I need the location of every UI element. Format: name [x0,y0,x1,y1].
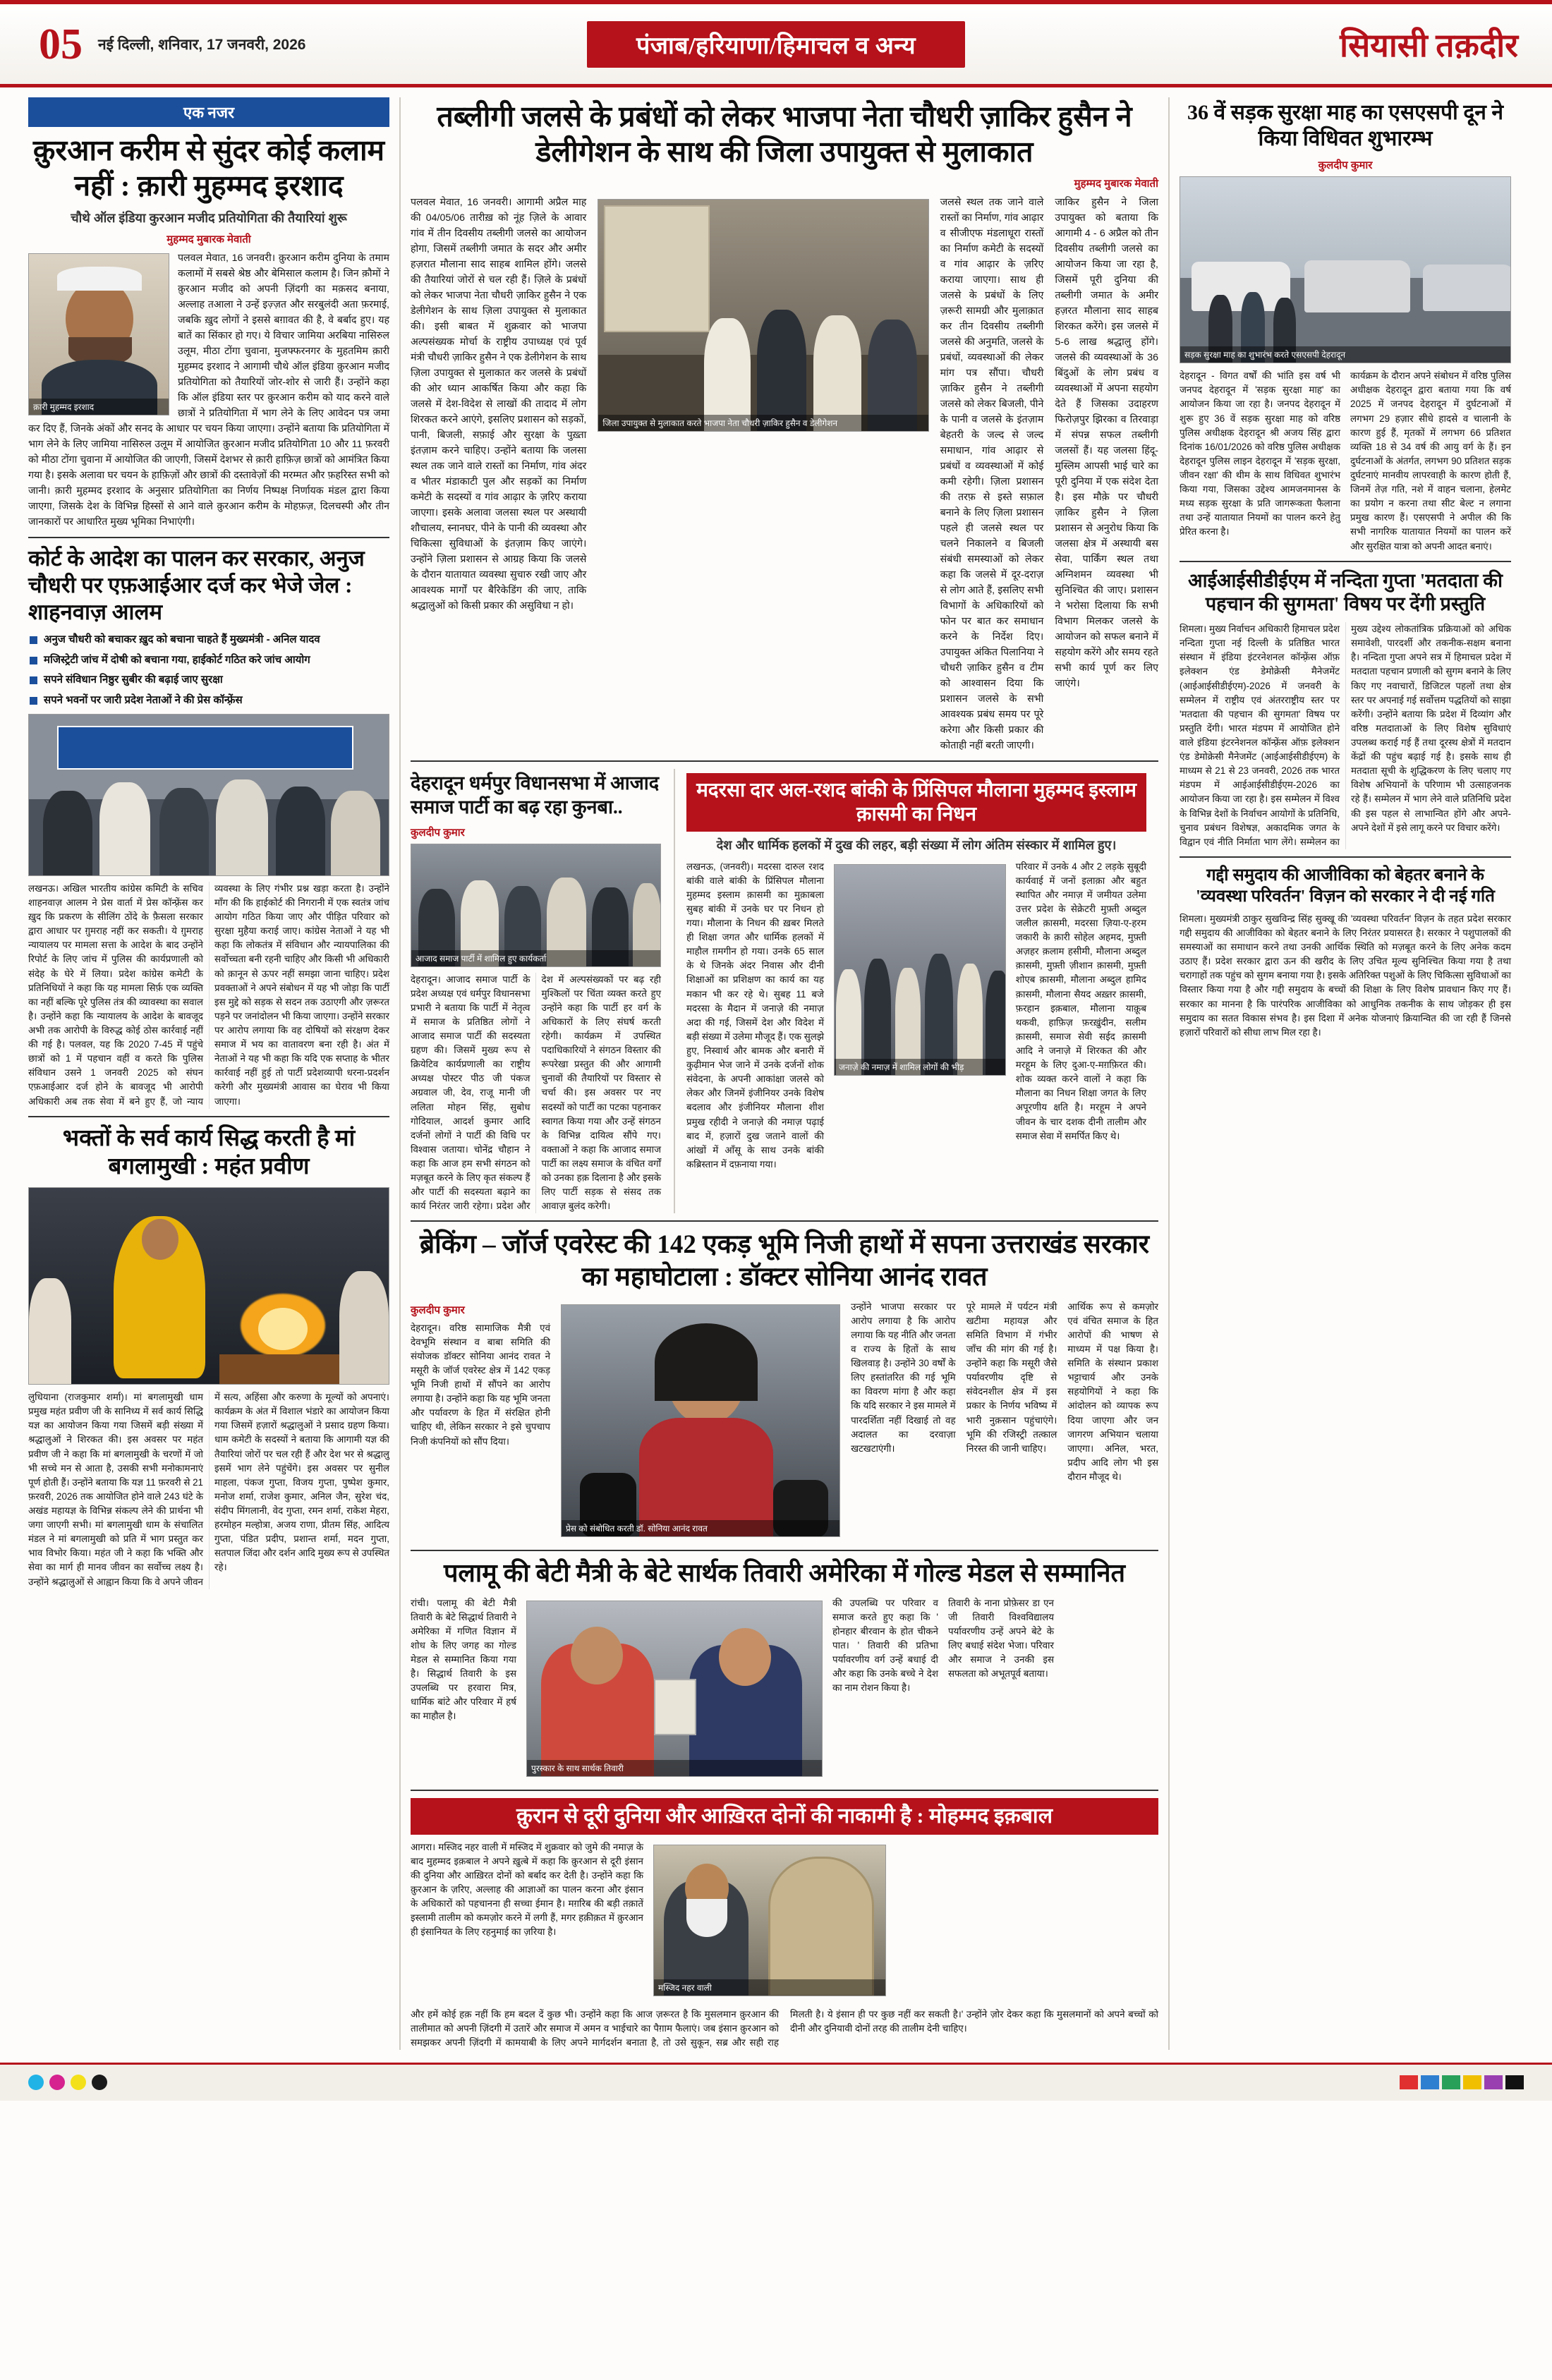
article-body-part1: देहरादून - विगत वर्षों की भांति इस वर्ष भी जनपद देहरादून में 'सड़क सुरक्षा माह' का आयोजन किया जा रहा है। जनपद देहरादून में शुरू हुए 36 वें सड़क सुरक्षा माह को वरिष्ठ पुलिस अधीक्षक देहरादून श्री अजय सिंह द्वारा दिनांक 16/01/2026 को वरिष्ठ पुलिस अधीक्षक देहरादून पुलिस लाइन देहरादून में 'सड़क सुरक्षा, जीवन रक्षा' की थीम के साथ विधिवत शुभारंभ किया गया, जिसका उद्देश्य आमजनमानस के मध्य सड़क सुरक्षा के प्रति जागरूकता फैलाना तथा उन्हें यातायात नियमों का पालन करने हेतु प्रेरित करना है। [1180,370,1340,538]
byline: कुलदीप कुमार [1318,159,1373,172]
photo-shawl [639,1418,773,1537]
article-body-part2: जलसे स्थल तक जाने वाले रास्तों का निर्माण, गांव आढ़ार व सीजीएफ मंडलाधूरा रास्तों का निर्माण कमेटी के सदस्यों व गांव आढ़ार के ज़रिए कराया जाएगा। साथ ही जलसे के प्रबंधों के लिए ज़रूरी सामग्री और मुलाक़ात कर तीन दिवसीय तब्लीगी जलसे की अनुमति, जलसे के प्रबंधों, व्यवस्थाओं की लेकर मांग पत्र सौंपा। चौधरी ज़ाकिर हुसैन ने तब्लीगी जलसे को लेकर बिजली, पीने के पानी व जलसे के इंतज़ाम बेहतरी के जल्द से जल्द समाधान, गांव आढ़ार से प्रबंधों व व्यवस्थाओं में कोई कमी रहेगी। ज़िला प्रशासन की तरफ़ से इस्ते सफ़ाल बनाने के लिए ज़िला प्रशासन पहले ही जलसे स्थल पर चलने निकालने व बिजली संबंधी समस्याओं को लेकर कहा कि जलसे में दूर-दराज़ से लोग आते हैं, इसलिए सभी विभागों के अधिकारियों को फोन पर बात कर समाधान करने के निर्देश दिए। उपायुक्त अंकित पिलानिया ने चौधरी ज़ाकिर हुसैन व टीम को आश्वासन दिया कि प्रशासन जलसे के सभी आवश्यक प्रबंध समय पर पूरे करेगा और किसी प्रकार की कोताही नहीं बरती जाएगी। [940,197,1044,752]
article-madrasa-principal [674,769,1146,1213]
cmyk-yellow [71,2075,86,2090]
masthead-right [1185,4,1552,84]
column-left [18,97,399,2050]
photo-cap [57,267,142,291]
photo-caption: जिला उपायुक्त से मुलाकात करते भाजपा नेता चौधरी ज़ाकिर हुसैन व डेलीगेशन [598,415,928,431]
article-body-part2: परिवार में उनके 4 और 2 लड़के सुबूदी कार्यवाई में जनों इलाक़ा और बहुत स्थापित और नमाज़ में जमीयत उलेमा उत्तर प्रदेश के सेक्रेटरी मुफ़्ती अब्दुल जलील क़ासमी, मदरसा ज़िया-ए-हरम जकारी के क़ारी सोहेल अहमद, मुफ़्ती अज़हर क़लाम हसीमी, मौलाना अब्दुल क़ासमी, मुफ़्ती ज़ीशान क़ासमी, मुफ़्ती शोएब क़ासमी, मौलाना अब्दुल हामिद क़ासमी, मौलाना सैयद अख़्तर क़ासमी, फ़रहान इक़बाल, मौलाना याक़ूब थकवी, हाफ़िज़ फ़रख़ुंदीन, सलीम क़ासमी, समाज सेवी सईद क़ासमी आदि ने जनाज़े में शिरकत की और मरहूम के लिए दुआ-ए-मग़फ़िरत की। शोक व्यक्त करने वालों ने कहा कि मौलाना का निधन शिक्षा जगत के लिए अपूरणीय क्षति है। मरहूम ने अपने जीवन के चार दशक दीनी तालीम और समाज सेवा में समर्पित किए थे। [1015,861,1146,1141]
bullet-list [28,632,389,708]
photo-devotee [29,1278,71,1384]
photo-caption: सड़क सुरक्षा माह का शुभारंभ करते एसएसपी देहरादून [1180,346,1510,363]
divider [411,1550,1158,1551]
divider [411,760,1158,762]
article-palamu-gold-medal [411,1558,1158,1783]
photo-caption: पुरस्कार के साथ सार्थक तिवारी [527,1760,822,1776]
photo-person [99,782,150,875]
byline: मुहम्मद मुबारक मेवाती [166,233,251,246]
photo-dc-meeting [598,199,928,432]
reg-bar [1421,2075,1439,2089]
kicker-ek-nazar: एक नजर [28,97,389,127]
article-body-part1: आगरा। मस्जिद नहर वाली में मस्जिद में शुक्रवार को जुमे की नमाज़ के बाद मुहम्मद इक़बाल ने अपने ख़ुत्बे में कहा कि क़ुरआन से दूरी इंसान की दुनिया और आख़िरत दोनों को बर्बाद कर देती है। उन्होंने कहा कि क़ुरआन के ज़रिए, अल्लाह की आज्ञाओं का पालन करना और इंसान के अधिकारों को पहचानना ही सच्चा ईमान है। मग़रिब की बड़ी तक़ातें इस्लामी तालीम को कमज़ोर करने में लगी हैं, मगर हक़ीक़त में क़ुरआन ही इंसानियत के लिए रहनुमाई का ज़रिया है। [411,1841,643,1938]
photo-person [276,787,325,875]
section-title: पंजाब/हरियाणा/हिमाचल व अन्य [587,21,965,68]
article-iicdem-nandita-gupta [1180,569,1511,849]
divider [411,1790,1158,1791]
photo-qari-irshad [28,253,169,415]
photo-person [331,791,380,875]
article-body-part3: जाकिर हुसैन ने जिला उपायुक्त को बताया कि आगामी 4 - 6 अप्रैल को तीन दिवसीय तब्लीगी जलसे का आयोजन किया जा रहा है, जिसमें पूरी दुनिया की तब्लीगी जमात के अमीर हज़रत मौलाना साद साहब शिरकत करेंगे। इस जलसे में 5-6 लाख श्रद्धालु होंगे। जलसे की व्यवस्थाओं के 36 बिंदुओं के लोग प्रबंध व व्यवस्थाओं में अपना सहयोग देते हैं जिसका उदाहरण फिरोज़पुर झिरका व तिरवाड़ा में संपन्न सफल तब्लीगी जलसों हैं। यह जलसा हिंदू-मुस्लिम आपसी भाई चारे का पूरी दुनिया में एक संदेश देता है। इस मौक़े पर चौधरी ज़ाकिर हुसैन ने ज़िला प्रशासन से अनुरोध किया कि जलसा क्षेत्र में अस्थायी बस सेवा, पार्किंग स्थल तथा अग्निशमन व्यवस्था भी सुनिश्चित की जाए। प्रशासन ने भरोसा दिलाया कि सभी विभाग मिलकर जलसे के आयोजन को सफल बनाने में सहयोग करेंगे और समय रहते सभी कार्य पूर्ण कर लिए जाएंगे। [1055,197,1158,690]
headline: भक्तों के सर्व कार्य सिद्ध करती है मां बगलामुखी : महंत प्रवीण [62,1125,356,1179]
article-quran-karim [28,133,389,530]
photo-banner [57,726,353,770]
article-body-part1: रांची। पलामू की बेटी मैत्री तिवारी के बेटे सिद्धार्थ तिवारी ने अमेरिका में गणित विज्ञान में शोध के लिए जगह का गोल्ड मेडल से सम्मानित किया गया है। सिद्धार्थ तिवारी के इस उपलब्धि पर हरवारा मित्र, धार्मिक बांटे और परिवार में हर्ष का माहौल है। [411,1597,516,1722]
cmyk-black [92,2075,107,2090]
reg-bar [1505,2075,1524,2089]
article-body: देहरादून। आजाद समाज पार्टी के प्रदेश अध्यक्ष एवं धर्मपुर विधानसभा प्रभारी ने बताया कि पार्टी में नेतृत्व में समाज के प्रतिष्ठित लोगों ने आजाद समाज पार्टी की सदस्यता ग्रहण की। जिसमें मुख्य रूप से क्रियेटिव कार्यप्रणाली का राष्ट्रीय अध्यक्ष पोस्टर पीठ जी पंकज अग्रवाल जी, देव, राजू मानी जी ललिता मोहन सिंह, सुबोध गोदियाल, आदर्श कुमार आदि दर्जनों लोगों ने पार्टी की विधि पर विश्वास जताया। चोनेंद्र चौहान ने कहा कि आज हम सभी संगठन को मज़बूत करने के लिए कृत संकल्प हैं और पार्टी की सदस्यता बढ़ाने का कार्य निरंतर जारी रहेगा। प्रदेश और देश में अल्पसंख्यकों पर बढ़ रही मुश्किलों पर चिंता व्यक्त करते हुए उन्होंने कहा कि पार्टी हर वर्ग के अधिकारों के लिए संघर्ष करती रहेगी। कार्यक्रम में उपस्थित पदाधिकारियों ने संगठन विस्तार की रूपरेखा प्रस्तुत की और आगामी चुनावों की तैयारियों पर विस्तार से चर्चा की। इस अवसर पर नए सदस्यों को पार्टी का पटका पहनाकर स्वागत किया गया और उन्हें संगठन के विभिन्न दायित्व सौंपे गए। वक्ताओं ने कहा कि आजाद समाज पार्टी का लक्ष्य समाज के वंचित वर्गों को उनका हक़ दिलाना है और इसके लिए पार्टी सड़क से संसद तक आवाज़ बुलंद करेगी। [411,973,661,1212]
article-body-part1: लखनऊ, (जनवरी)। मदरसा दारुल रशद बांकी वाले बांकी के प्रिंसिपल मौलाना मुहम्मद इस्लाम क़ासमी का मुक़ाबला सुबह बांकी में उनके घर पर निधन हो गया। मौलाना के निधन की ख़बर मिलते ही शिक्षा जगत और धार्मिक हलकों में माहौल ग़मगीन हो गया। उनके 65 साल के थे जिनके अंदर निवास और दीनी शिक्षाओं का प्रशिक्षण का कार्य का यह मकान भी कर रहे थे। सुबह 11 बजे मदरसा के मैदान में जनाज़े की नमाज़ अदा की गई, जिसमें देश और विदेश में बड़ी संख्या में उलेमा मौजूद हैं। एक सुलझे हुए, निस्वार्थ और बामक और बनारी में कुढ़ीमान भेज जाने में उनके दर्जनों शोक संवेदना, के अपनी आकांक्षा जलसे को लेकर और जिनमें इंजीनियर उनके विशेष बदलाव और इंजीनियर मौलाना शीश प्रमुख रहीदी ने जनाज़े की नमाज़ पढ़ाई बाद में, हज़ारों दुख जताने वालों की आंखों में आँसू के साथ उनके बांकी कब्रिस्तान में दफ़नाया गया। [686,861,824,1170]
photo-priest-face [142,1219,178,1260]
photo-flame [258,1308,308,1350]
masthead-center [367,4,1185,84]
subheadline: देश और धार्मिक हलकों में दुख की लहर, बड़ी संख्या में लोग अंतिम संस्कार में शामिल हुए। [716,838,1117,853]
photo-caption: क़ारी मुहम्मद इरशाद [29,399,169,415]
divider [1180,561,1511,562]
article-court-order [28,545,389,1108]
photo-hair [655,1323,758,1401]
headline: क़ुरआन करीम से सुंदर कोई कलाम नहीं : क़ारी मुहम्मद इरशाद [32,134,385,202]
list-item: सपने संविधान निष्ठुर सुबीर की बढ़ाई जाए सुरक्षा [28,672,389,688]
article-body-part3: तिवारी के नाना प्रोफ़ेसर डा एन जी तिवारी विश्वविद्यालय पर्यावरणीय उन्हें अपने बेटे के लिए बधाई संदेश भेजा। परिवार और समाज ने उनकी इस सफलता को अभूतपूर्व बताया। [948,1597,1054,1680]
article-body-part2: कार्यक्रम के दौरान अपने संबोधन में वरिष्ठ पुलिस अधीक्षक देहरादून द्वारा बताया गया कि वर्ष 2025 में जनपद देहरादून में दुर्घटनाओं में लगभग 29 हज़ार सीधे हादसे व चालानी के कारण हुई हैं, मृतकों में लगभग 66 प्रतिशत व्यक्ति 18 से 34 वर्ष की आयु वर्ग के हैं। इन दुर्घटनाओं के अंतर्गत, लगभग 90 प्रतिशत सड़क दुर्घटनाएं मानवीय लापरवाही के कारण होती हैं, जिनमें तेज़ गति, नशे में वाहन चलाना, हेलमेट का प्रयोग न करना तथा सीट बेल्ट न लगाना प्रमुख कारण हैं। एसएसपी ने अपील की कि सभी नागरिक यातायात नियमों का पालन करें और सुरक्षित यात्रा को अपनी आदत बनाएं। [1350,370,1511,552]
place-date: नई दिल्ली, शनिवार, 17 जनवरी, 2026 [98,36,306,53]
photo-sonia-rawat [561,1304,840,1537]
photo-person [813,315,861,431]
article-body-part1: पलवल मेवात, 16 जनवरी। आगामी अप्रैल माह की 04/05/06 तारीख़ को नूंह ज़िले के आवार गांव में तीन दिवसीय तब्लीगी जलसे का आयोजन होगा, जिसमें तब्लीगी जमात के सदर और अमीर हज़रात मौलाना साद साहब शामिल होंगे। जलसे की तैयारियां जोरों से चल रही हैं। ज़िले के प्रबंधों को लेकर भाजपा नेता चौधरी ज़ाकिर हुसैन ने एक डेलीगेशन के साथ ज़िला उपायुक्त से मुलाकात की। इसी बाबत में शुक्रवार को भाजपा अल्पसंख्यक मोर्चा के राष्ट्रीय उपाध्यक्ष एवं पूर्व मंत्री चौधरी ज़ाकिर हुसैन ने एक डेलीगेशन के साथ ज़िला उपायुक्त से मुलाकात कर जलसे के प्रबंधों की ओर ध्यान आकर्षित किया और कहा कि जलसे में देश-विदेश से लाखों की तादाद में लोग शिरकत करने आएंगे, इसलिए प्रशासन को सड़कों, पानी, बिजली, सफ़ाई और सुरक्षा के पुख़्ता इंतज़ाम करने चाहिए। उन्होंने बताया कि जलसा स्थल तक जाने वाले रास्तों का निर्माण, गांव अंदर व भीतर मंडाकाटी पुल और सड़कों का निर्माण कमेटी के सदस्यों व गांव आढ़ार के ज़रिए कराया जाएगा। इसके अलावा जलसा स्थल पर अस्थायी शौचालय, स्नानघर, पीने के पानी की व्यवस्था और चिकित्सा सुविधाओं के इंतज़ाम किए जाएंगे। उन्होंने ज़िला प्रशासन से आग्रह किया कि जलसे के दौरान यातायात व्यवस्था सुचारु रखी जाए और आवश्यक मार्गों पर बैरिकेडिंग की जाए, ताकि श्रद्धालुओं को किसी प्रकार की असुविधा न हो। [411,197,587,612]
column-right [1168,97,1521,2050]
reg-bar [1442,2075,1460,2089]
headline: पलामू की बेटी मैत्री के बेटे सार्थक तिवारी अमेरिका में गोल्ड मेडल से सम्मानित [443,1558,1126,1587]
headline: गद्दी समुदाय की आजीविका को बेहतर बनाने के 'व्यवस्था परिवर्तन' विज़न को सरकार ने दी नई गति [1196,866,1495,906]
article-body-part4: आर्थिक रूप से कमज़ोर एवं वंचित समाज के हित आरोपों की भाषण से माध्यम में पक्ष किया है। समिति के संस्थान प्रकाश भट्टाचार्य और उनके सहयोगियों ने कहा कि आंदोलन को व्यापक रूप दिया जाएगा और जन जागरण अभियान चलाया जाएगा। अनिल, भरत, प्रदीप आदि लोग भी इस दौरान मौजूद थे। [1067,1301,1159,1482]
headline: कोर्ट के आदेश का पालन कर सरकार, अनुज चौधरी पर एफ़आईआर दर्ज कर भेजे जेल : शाहनवाज़ आलम [28,546,365,625]
article-baglamukhi [28,1124,389,1589]
article-tablighi-jalsa [411,99,1158,753]
photo-certificate [654,1679,696,1735]
article-body: पलवल मेवात, 16 जनवरी। क़ुरआन करीम दुनिया के तमाम कलामों में सबसे श्रेष्ठ और बेमिसाल कलाम है। जिन क़ौमों ने क़ुरआन मजीद को अपनी ज़िंदगी का मक़सद बनाया, अल्लाह तआला ने उन्हें इज़्ज़त और सरबुलंदी अता फ़रमाई, जबकि ख़ुद लोगों ने इससे बग़ावत की है, वे बर्बाद हुए। यह बातें का सिंकार हो गए। ये विचार जामिया अरबिया नासिरुल उलूम, मीठा टोंगा चुवाना, मुजफ्फरनगर के मुहतमिम क़ारी मुहम्मद इरशाद ने आगामी चौथे ऑल इंडिया क़ुरआन मजीद प्रतियोगिता को तैयारियों जोर-शोर से जारी हैं। उन्होंने कहा कि ऑल इंडिया स्तर पर क़ुरआन करीम को याद करने वाले छात्रों ने प्रतियोगिता में भाग लेने के लिए आवेदन पत्र जमा कर दिए हैं, जिनके अंकों और सनद के आधार पर चयन किया जाएगा। उन्होंने बताया कि प्रतियोगिता में भाग लेने के लिए जामिया नासिरुल उलूम में आयोजित क़ुरआन मजीद प्रतियोगिता 10 और 11 फ़रवरी को मीठा टोंगा चुवाना में आयोजित की जाएगी, जिसमें देशभर से क़ारी हाफ़िज़ छात्रों को आमंत्रित किया गया है। इसके अलावा घर चयन के हाफ़िज़ों और छात्रों की दस्तावेज़ों की मरम्मत और फ़हरिस्त सभी को जानी। क़ारी मुहम्मद इरशाद के अनुसार प्रतियोगिता का निर्णय निष्पक्ष निर्णायक मंडल द्वारा किया जाएगा, जिसके देश के विभिन्न हिस्सों से आने वाले क़ुरआन करीम के मोहफ़ज़, दिलचस्पी और तीन जानकारों पर आधारित मुख्य भूमिका निभाएंगी। [28,253,389,528]
byline: कुलदीप कुमार [411,826,465,839]
article-gaddi-livelihood [1180,865,1511,1040]
photo-funeral-crowd [834,864,1006,1076]
photo-yagya [28,1187,389,1385]
photo-person [216,779,268,875]
reg-bar [1400,2075,1418,2089]
headline: तब्लीगी जलसे के प्रबंधों को लेकर भाजपा नेता चौधरी ज़ाकिर हुसैन ने डेलीगेशन के साथ की जिला उपायुक्त से मुलाकात [437,100,1132,169]
color-registration-bars [1400,2075,1524,2089]
photo-face [719,1628,771,1686]
article-body-part2: उन्होंने भाजपा सरकार पर आरोप लगाया है कि आरोप लगाया कि यह नीति और जनता व राज्य के हितों के साथ खिलवाड़ है। उन्होंने 30 वर्षों के लिए हस्तांतरित की गई भूमि का विवरण मांगा है और कहा कि यदि सरकार ने इस मामले में पारदर्शिता नहीं दिखाई तो वह अदालत का दरवाज़ा खटखटाएंगी। [851,1301,956,1454]
list-item: मजिस्ट्रेटी जांच में दोषी को बचाना गया, हाईकोर्ट गठित करे जांच आयोग [28,652,389,668]
column-center [399,97,1168,2050]
photo-sarthak-award [526,1601,823,1777]
photo-person [704,318,751,431]
photo-person [159,788,209,875]
cmyk-magenta [49,2075,65,2090]
page-number: 05 [39,20,83,68]
page-content [0,87,1552,2050]
photo-beard [686,1899,727,1937]
headline: आईआईसीडीईएम में नन्दिता गुप्ता 'मतदाता की पहचान की सुगमता' विषय पर देंगी प्रस्तुति [1187,569,1503,615]
photo-person [864,959,891,1075]
photo-party-members [411,844,661,967]
photo-face [571,1627,623,1684]
photo-vehicle [1304,260,1410,312]
reg-bar [1484,2075,1503,2089]
article-quran-iqbal [411,1798,1158,2050]
article-body-part3: पूरे मामले में पर्यटन मंत्री खटीमा महायज्ञ और समिति विभाग में गंभीर जाँच की मांग की गई है। उन्होंने कहा कि मसूरी जैसे पर्यावरणीय दृष्टि से संवेदनशील क्षेत्र में इस प्रकार के निर्णय भविष्य में भारी नुक़सान पहुंचाएंगे। भूमि की रजिस्ट्री तत्काल निरस्त की जानी चाहिए। [966,1301,1057,1454]
divider [28,537,389,538]
photo-press-conference [28,714,389,876]
subheadline: चौथे ऑल इंडिया कुरआन मजीद प्रतियोगिता की तैयारियां शुरू [71,211,347,226]
photo-caption: प्रेस को संबोधित करती डॉ. सोनिया आनंद रावत [562,1520,839,1536]
divider [411,1220,1158,1222]
photo-mosque-arch [768,1857,874,1996]
article-george-everest-land [411,1229,1158,1542]
photo-road-safety-launch [1180,176,1511,363]
cmyk-registration-dots [28,2075,107,2090]
divider [28,1116,389,1117]
photo-person [757,310,806,431]
paper-name: सियासी तक़दीर [1340,27,1518,63]
article-body: लखनऊ। अखिल भारतीय कांग्रेस कमिटी के सचिव शाहनवाज़ आलम ने प्रेस वार्ता में प्रेस कॉन्फ़्रेंस कर ख़ुद कि प्रकरण के सीलिंग ठोंदे के फ़ैसला सरकार द्वारा आधार पर ग़ुमराह नहीं कर सकती। ये ग़ुमराह न्यायालय पर मामला सत्ता के आदेश के बाद उन्होंने रिपोर्ट के लिए जांच में पुलिस की कार्यप्रणाली को संदेह के घेरे में लिया। प्रदेश कांग्रेस कमेटी के प्रतिनिधियों ने कहा कि यह मामला सिर्फ़ एक व्यक्ति का नहीं बल्कि पूरे पुलिस तंत्र की व्यावस्था का सवाल है। उन्होंने कहा कि न्यायालय के आदेश के बावजूद अभी तक आरोपी के विरुद्ध कोई ठोस कार्रवाई नहीं की गई है। पलवल, यह कि 2020 7-45 में पहुंचे छात्रों को 1 में पहचान वहीं व करते कि पुलिस संविधान उसने 1 जनवरी 2025 को संघन एफ़आईआर दर्ज होने के बावजूद भी आरोपी अधिकारी अब तक सेवा में बने हुए हैं, जो न्याय व्यवस्था के लिए गंभीर प्रश्न खड़ा करता है। उन्होंने माँग की कि हाईकोर्ट की निगरानी में एक स्वतंत्र जांच आयोग गठित किया जाए और पीड़ित परिवार को सुरक्षा मुहैया कराई जाए। कांग्रेस नेताओं ने यह भी कहा कि लोकतंत्र में संविधान और न्यायपालिका की सर्वोच्चता बनी रहनी चाहिए और किसी भी अधिकारी को क़ानून से ऊपर नहीं समझा जाना चाहिए। प्रदेश प्रवक्ताओं ने अपने संबोधन में यह भी जोड़ा कि पार्टी इस मुद्दे को सड़क से सदन तक उठाएगी और ज़रूरत पड़ने पर जनांदोलन भी किया जाएगा। उन्होंने सरकार पर आरोप लगाया कि वह दोषियों को संरक्षण देकर समाज में भय का वातावरण बना रही है। अंत में नेताओं ने यह भी कहा कि यदि एक सप्ताह के भीतर कार्रवाई नहीं हुई तो पार्टी प्रदेशव्यापी धरना-प्रदर्शन करेगी और मुख्यमंत्री आवास का घेराव भी किया जाएगा। [28,882,389,1107]
photo-masjid-nahar-wali [653,1845,886,1996]
cmyk-cyan [28,2075,44,2090]
headline: मदरसा दार अल-रशद बांकी के प्रिंसिपल मौलाना मुहम्मद इस्लाम क़ासमी का निधन [686,773,1146,832]
photo-devotee [339,1271,389,1384]
masthead [0,4,1552,87]
masthead-left [0,4,367,84]
article-body: लुधियाना (राजकुमार शर्मा)। मां बगलामुखी धाम प्रमुख महंत प्रवीण जी के सानिध्य में सर्व कार्य सिद्धि यज्ञ का आयोजन किया गया जिसमें बड़ी संख्या में श्रद्धालुओं ने शिरकत की। इस अवसर पर महंत प्रवीण जी ने कहा कि मां बगलामुखी के चरणों में जो भी सच्चे मन से आता है, उसकी सभी मनोकामनाएं पूर्ण होती हैं। उन्होंने बताया कि यज्ञ 11 फ़रवरी से 21 फ़रवरी, 2026 तक आयोजित होने वाले 243 घंटे के अखंड महायज्ञ के विभिन्न संकल्प लेने की प्रार्थना भी जगा जाएगी सभी। मां बगलामुखी धाम के संचालित मंडल ने मां बगलामुखी को प्रति में भाग प्रस्तुत कर भाव विभोर किया। महंत जी ने कहा कि भक्ति और सेवा का मार्ग ही मानव जीवन का सर्वोच्च लक्ष्य है। उन्होंने श्रद्धालुओं से आह्वान किया कि वे अपने जीवन में सत्य, अहिंसा और करुणा के मूल्यों को अपनाएं। कार्यक्रम के अंत में विशाल भंडारे का आयोजन किया गया जिसमें हज़ारों श्रद्धालुओं ने प्रसाद ग्रहण किया। धाम कमेटी के सदस्यों ने बताया कि आगामी यज्ञ की तैयारियां जोरों पर चल रही हैं और देश भर से श्रद्धालु इसमें भाग लेने पहुंचेंगे। इस अवसर पर सुनील माहला, पंकज गुप्ता, विजय गुप्ता, पुष्पेश कुमार, मनोज शर्मा, राजेश कुमार, अनिल जैन, सुरेश चंद, संदीप मिंगलानी, वेद गुप्ता, रमन शर्मा, राकेश मेहरा, हरमोहन मल्होत्रा, अजय राणा, प्रीतम सिंह, आदित्य गुप्ता, पंडित प्रदीप, प्रशान्त शर्मा, मदन गुप्ता, सतपाल जिंदा और दर्शन आदि मुख्य रूप से उपस्थित रहे। [28,1392,389,1587]
divider [1180,856,1511,858]
reg-bar [1463,2075,1481,2089]
article-body: शिमला। मुख्य निर्वाचन अधिकारी हिमाचल प्रदेश नन्दिता गुप्ता नई दिल्ली के प्रतिष्ठित भारत संस्थान में इंडिया इंटरनेशनल कॉन्फ़्रेंस ऑफ़ इलेक्शन एंड डेमोक्रेसी मैनेजमेंट (आईआईसीडीईएम)-2026 में जनवरी के सम्मेलन में राष्ट्रीय एवं अंतरराष्ट्रीय स्तर पर 'मतदाता की पहचान की सुगमता' विषय पर प्रस्तुति देंगी। भारत मंडपम में आयोजित होने वाले इंडिया इंटरनेशनल कॉन्फ़्रेंस ऑफ़ इलेक्शन एंड डेमोक्रेसी मैनेजमेंट (आईआईसीडीईएम) के माध्यम से 21 से 23 जनवरी, 2026 तक भारत मंडपम में आईआईसीडीईएम-2026 का आयोजन किया जा रहा है। इस सम्मेलन में विश्व के विभिन्न देशों के निर्वाचन आयोगों के प्रतिनिधि, चुनाव प्रबंधन विशेषज्ञ, अकादमिक जगत के विद्वान एवं नीति निर्माता भाग लेंगे। सम्मेलन का मुख्य उद्देश्य लोकतांत्रिक प्रक्रियाओं को अधिक समावेशी, पारदर्शी और तकनीक-सक्षम बनाना है। नन्दिता गुप्ता अपने सत्र में हिमाचल प्रदेश में मतदाता पहचान प्रणाली को सुगम बनाने के लिए किए गए नवाचारों, डिजिटल पहलों तथा क्षेत्र स्तर पर अपनाई गई सर्वोत्तम पद्धतियों को साझा करेंगी। उन्होंने बताया कि प्रदेश में दिव्यांग और वरिष्ठ मतदाताओं के लिए विशेष सुविधाएं उपलब्ध कराई गई हैं तथा दूरस्थ क्षेत्रों में मतदान केंद्रों की पहुंच बढ़ाई गई है। इसके साथ ही मतदाता सूची के शुद्धिकरण के लिए चलाए गए विशेष अभियानों के परिणाम भी उत्साहजनक रहे हैं। सम्मेलन में भाग लेने वाले प्रतिनिधि प्रदेश की इस पहल से लाभान्वित होंगे और अपने-अपने देशों में इसे लागू करने पर विचार करेंगे। [1180,624,1511,847]
headline: 36 वें सड़क सुरक्षा माह का एसएसपी दून ने किया विधिवत शुभारम्भ [1187,101,1504,150]
byline: मुहम्मद मुबारक मेवाती [1074,178,1158,190]
article-body-part2: की उपलब्धि पर परिवार व समाज करते हुए कहा कि ' होनहार बीरवान के होत चीकने पात। ' तिवारी की प्रतिभा पर्यावरणीय वर्ग उन्हें बधाई दी और कहा कि उनके बच्चे ने देश का नाम रोशन किया है। [832,1597,938,1694]
headline: क़ुरान से दूरी दुनिया और आख़िरत दोनों की नाकामी है : मोहम्मद इक़बाल [411,1798,1158,1835]
photo-vehicle [1423,265,1511,311]
article-body-part2: और हमें कोई हक़ नहीं कि हम बदल दें कुछ भी। उन्होंने कहा कि आज ज़रूरत है कि मुसलमान क़ुरआन की तालीमात को अपनी ज़िंदगी में उतारें और समाज में अमन व भाईचारे का पैग़ाम फैलाएं। जब इंसान क़ुरआन को समझकर अपनी ज़िंदगी में कामयाबी के लिए अपने मार्गदर्शन बनाता है, तो उसे सुकून, सब्र और सही राह मिलती है। ये इंसान ही पर कुछ नहीं कर सकती है।' उन्होंने ज़ोर देकर कहा कि मुसलमानों को अपने बच्चों को दीनी और दुनियावी दोनों तरह की तालीम देनी चाहिए। [411,2008,1158,2048]
article-body-part1: देहरादून। वरिष्ठ सामाजिक मैत्री एवं देवभूमि संस्थान व बाबा समिति की संयोजक डॉक्टर सोनिया आनंद रावत ने मसूरी के जॉर्ज एवरेस्ट क्षेत्र में 142 एकड़ भूमि निजी हाथों में सौंपने का आरोप लगाया है। उन्होंने कहा कि यह भूमि जनता और पर्यावरण के हित में संरक्षित होनी चाहिए थी, लेकिन सरकार ने इसे चुपचाप निजी कंपनियों को सौंप दिया। [411,1322,551,1447]
photo-wall-frame [604,205,710,332]
article-dehradun-azad-samaj [411,769,661,1213]
article-road-safety-month [1180,100,1511,554]
list-item: अनुज चौधरी को बचाकर ख़ुद को बचाना चाहते हैं मुख्यमंत्री - अनिल यादव [28,632,389,648]
byline: कुलदीप कुमार [411,1304,465,1316]
headline: ब्रेकिंग – जॉर्ज एवरेस्ट की 142 एकड़ भूमि निजी हाथों में सपना उत्तराखंड सरकार का महाघोटाला : डॉक्टर सोनिया आनंद रावत [419,1230,1150,1292]
headline: देहरादून धर्मपुर विधानसभा में आजाद समाज पार्टी का बढ़ रहा कुनबा.. [411,772,660,818]
photo-caption: जनाज़े की नमाज़ में शामिल लोगों की भीड़ [835,1059,1005,1075]
photo-vehicle [1192,262,1290,311]
photo-caption: आजाद समाज पार्टी में शामिल हुए कार्यकर्ता [411,950,660,966]
list-item: सपने भवनों पर जारी प्रदेश नेताओं ने की प्रेस कॉन्फ़्रेंस [28,693,389,708]
photo-havan-kund [219,1354,353,1385]
article-body: शिमला। मुख्यमंत्री ठाकुर सुखविन्द्र सिंह सुक्खू की 'व्यवस्था परिवर्तन' विज़न के तहत प्रदेश सरकार गद्दी समुदाय की आजीविका को बेहतर बनाने के लिए निरंतर प्रयासरत है। सरकार ने पशुपालकों की समस्याओं का समाधान करने तथा उनकी आर्थिक स्थिति को मज़बूत करने के लिए अनेक कदम उठाए हैं। प्रदेश सरकार द्वारा ऊन की खरीद के लिए उचित मूल्य सुनिश्चित किया गया है तथा चरागाहों तक पहुंच को सुगम बनाया गया है। इसके अतिरिक्त पशुओं के लिए चिकित्सा सुविधाओं का विस्तार किया गया है और गद्दी समुदाय के बच्चों की शिक्षा के लिए विशेष प्रावधान किए गए हैं। सरकार का मानना है कि पारंपरिक आजीविका को आधुनिक तकनीक के साथ जोड़कर ही इस समुदाय का सतत विकास संभव है। इस दिशा में अनेक योजनाएं क्रियान्वित की जा रही हैं जिनसे हज़ारों परिवारों को सीधा लाभ मिल रहा है। [1180,913,1511,1038]
page-footer [0,2063,1552,2101]
photo-person [43,791,92,875]
photo-person [925,954,953,1075]
photo-caption: मस्जिद नहर वाली [654,1979,885,1996]
